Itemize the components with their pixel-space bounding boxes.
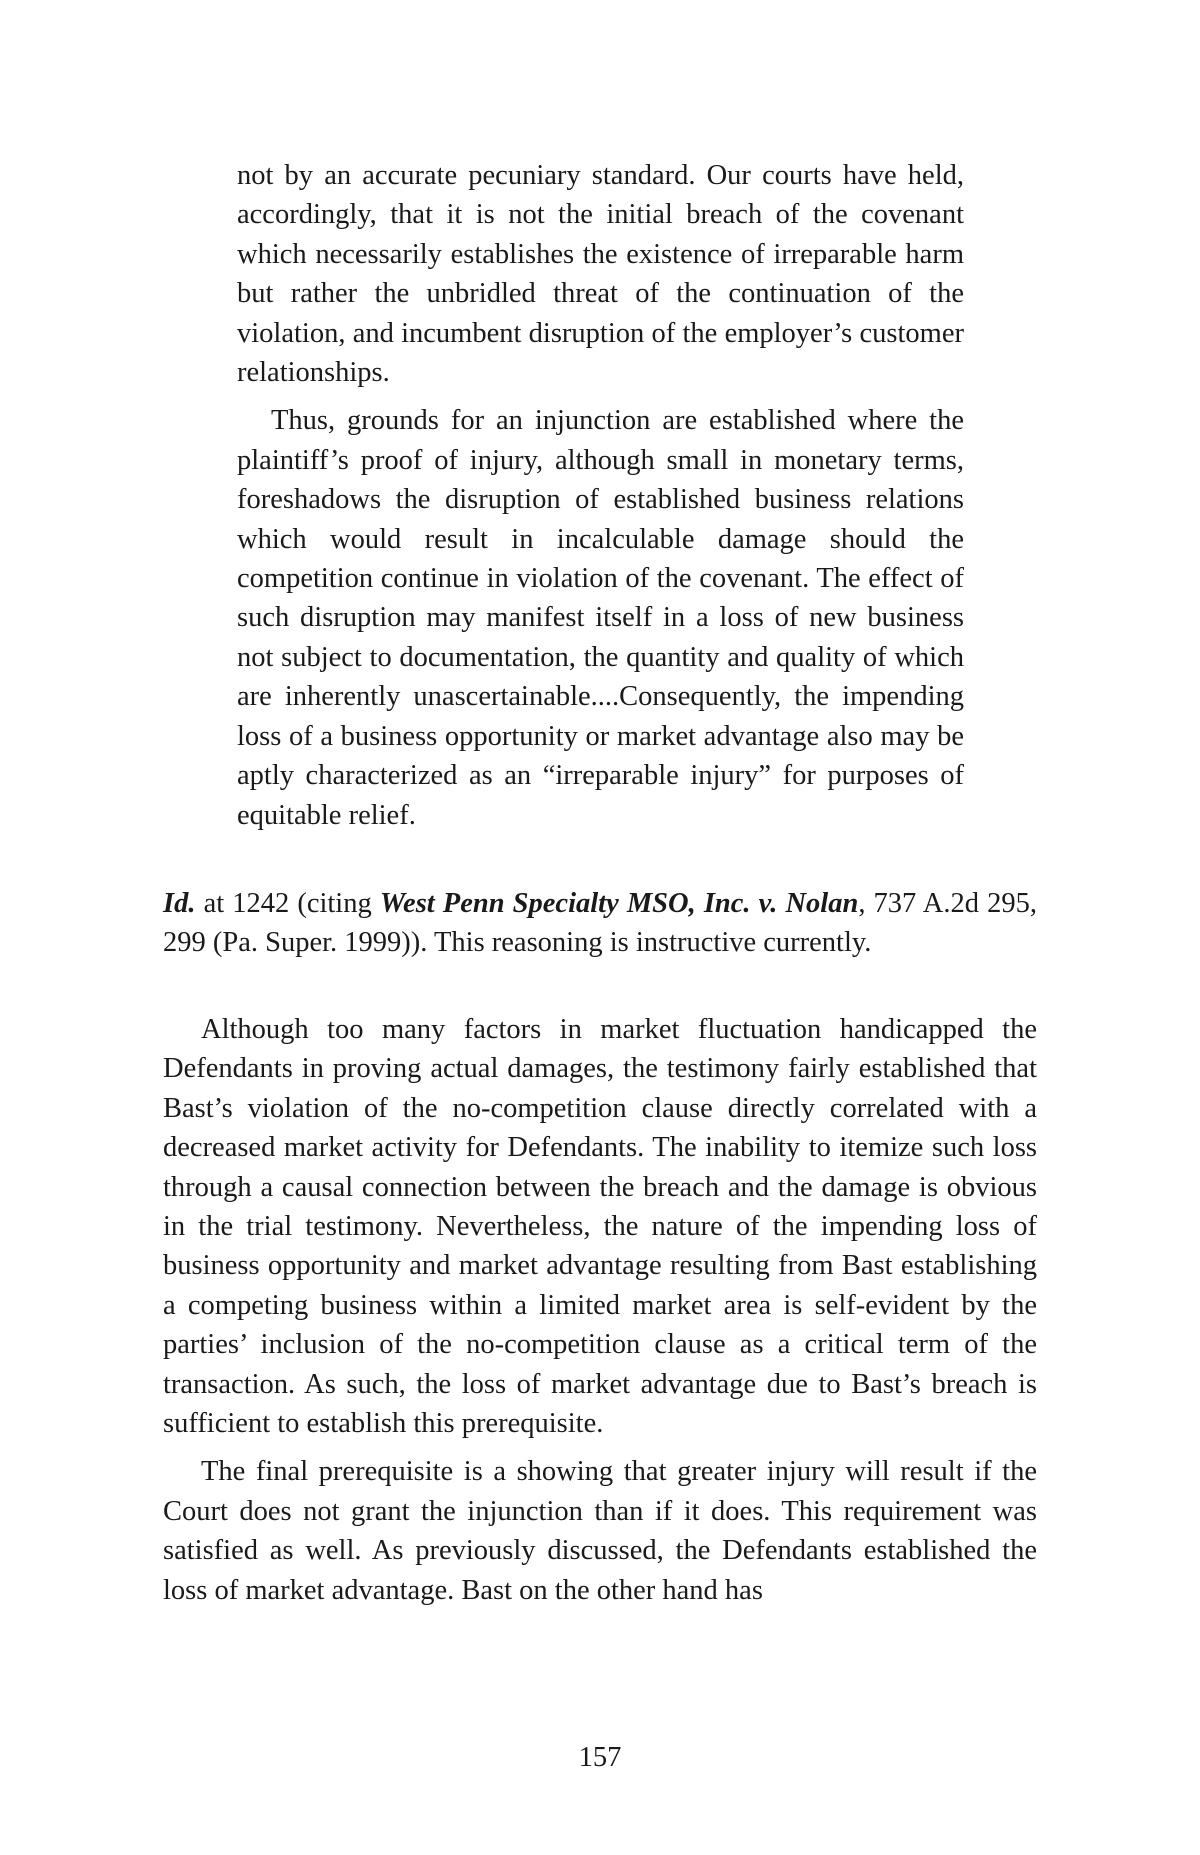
block-quote xyxy=(237,156,964,835)
citation-text-2: , 737 A.2d 295, 299 (Pa. Super. 1999)). This reasoning is instructive currently. xyxy=(163,888,1037,959)
block-quote-paragraph-1: not by an accurate pecuniary standard. Our courts have held, accordingly, that it is not the initial breach of the covenant which necessarily establishes the existence of irreparable harm but rather the unbridled threat of the continuation of the violation, and incumbent disruption of the employer’s customer relationships. xyxy=(237,160,964,389)
page-number: 157 xyxy=(578,1742,622,1773)
body-paragraph-2: The final prerequisite is a showing that greater injury will result if the Court does not grant the injunction than if it does. This requirement was satisfied as well. As previously discussed, the Defendants established the loss of market advantage. Bast on the other hand has xyxy=(163,1456,1037,1606)
citation-text-1: at 1242 (citing xyxy=(195,888,380,919)
citation-id-label: Id. xyxy=(163,888,196,919)
citation-block xyxy=(163,884,1037,963)
body-paragraph-1: Although too many factors in market fluctuation handicapped the Defendants in proving actual damages, the testimony fairly established that Bast’s violation of the no-competition clause directly correlated with a decreased market activity for Defendants. The inability to itemize such loss through a causal connection between the breach and the damage is obvious in the trial testimony. Nevertheless, the nature of the impending loss of business opportunity and market advantage resulting from Bast establishing a competing business within a limited market area is self-evident by the parties’ inclusion of the no-competition clause as a critical term of the transaction. As such, the loss of market advantage due to Bast’s breach is sufficient to establish this prerequisite. xyxy=(163,1014,1037,1440)
block-quote-paragraph-2: Thus, grounds for an injunction are established where the plaintiff’s proof of injury, although small in monetary terms, foreshadows the disruption of established business relations which would result in incalculable damage should the competition continue in violation of the covenant. The effect of such disruption may manifest itself in a loss of new business not subject to documentation, the quantity and quality of which are inherently unascertainable....Consequently, the impending loss of a business opportunity or market advantage also may be aptly characterized as an “irreparable injury” for purposes of equitable relief. xyxy=(237,405,964,831)
citation-paragraph xyxy=(163,884,1037,963)
citation-case-name: West Penn Specialty MSO, Inc. v. Nolan xyxy=(379,888,859,919)
body-text xyxy=(163,1010,1037,1610)
